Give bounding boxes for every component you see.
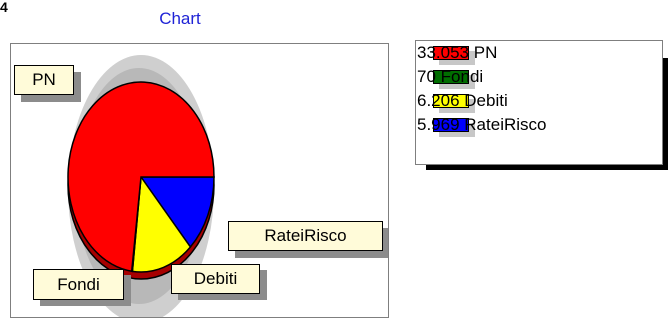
callout-rateirisco: RateiRisco bbox=[228, 221, 383, 251]
legend-item bbox=[417, 67, 657, 89]
legend bbox=[415, 40, 663, 165]
legend-item bbox=[417, 115, 657, 137]
legend-label: 6.206 Debiti bbox=[417, 91, 508, 110]
corner-mark: 4 bbox=[0, 0, 8, 15]
callout-fondi: Fondi bbox=[33, 269, 124, 300]
callout-pn: PN bbox=[14, 65, 74, 95]
legend-item bbox=[417, 91, 657, 113]
legend-label: 5.969 RateiRisco bbox=[417, 115, 547, 134]
callout-debiti: Debiti bbox=[171, 264, 260, 294]
legend-item bbox=[417, 43, 657, 65]
legend-label: 33.053 PN bbox=[417, 43, 498, 62]
plot-area bbox=[10, 43, 389, 318]
legend-label: 70 Fondi bbox=[417, 67, 484, 86]
chart-title: Chart bbox=[159, 9, 201, 28]
